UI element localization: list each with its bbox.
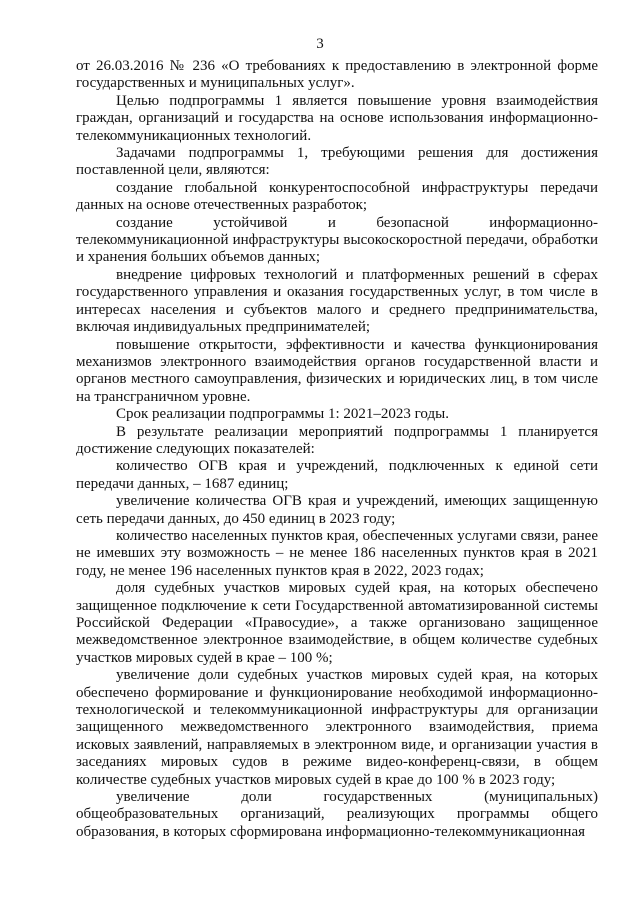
paragraph-task-1: создание глобальной конкурентоспособной инфраструктуры передачи данных на основе отечественных разработок; (76, 179, 598, 214)
document-body (76, 58, 598, 841)
paragraph-continuation: от 26.03.2016 № 236 «О требованиях к предоставлению в электронной форме государственных и муниципальных услуг». (76, 58, 598, 92)
paragraph-goal: Целью подпрограммы 1 является повышение уровня взаимодействия граждан, организаций и государства на основе использования информационно-телекоммуникационных технологий. (76, 92, 598, 144)
paragraph-indicator-5: увеличение доли судебных участков мировых судей края, на которых обеспечено формирование и функционирование необходимой информационно-технологической и телекоммуникационной инфраструктуры для организации защищенного межведомственного электронного взаимодействия, приема исковых заявлений, направляемых в электронном виде, и организации участия в заседаниях мировых судов в режиме видео-конференц-связи, в общем количестве судебных участков мировых судей в крае до 100 % в 2023 году; (76, 667, 598, 788)
page-number: 3 (316, 36, 324, 52)
paragraph-indicator-2: увеличение количества ОГВ края и учреждений, имеющих защищенную сеть передачи данных, до 450 единиц в 2023 году; (76, 493, 598, 527)
paragraph-tasks-intro: Задачами подпрограммы 1, требующими решения для достижения поставленной цели, являются: (76, 145, 598, 179)
paragraph-results-intro: В результате реализации мероприятий подпрограммы 1 планируется достижение следующих показателей: (76, 423, 598, 457)
paragraph-indicator-3: количество населенных пунктов края, обеспеченных услугами связи, ранее не имевших эту возможность – не менее 186 населенных пунктов края в 2021 году, не менее 196 населенных пунктов края в 2022, 2023 годах; (76, 527, 598, 579)
paragraph-task-2: создание устойчивой и безопасной информационно-телекоммуникационной инфраструктуры высокоскоростной передачи, обработки и хранения больших объемов данных; (76, 214, 598, 266)
paragraph-task-4: повышение открытости, эффективности и качества функционирования механизмов электронного взаимодействия органов государственной власти и органов местного самоуправления, физических и юридических лиц, в том числе на трансграничном уровне. (76, 336, 598, 405)
paragraph-term: Срок реализации подпрограммы 1: 2021–2023 годы. (116, 406, 449, 423)
paragraph-indicator-4: доля судебных участков мировых судей края, на которых обеспечено защищенное подключение к сети Государственной автоматизированной системы Российской Федерации «Правосудие», а также организовано защищенное межведомственное электронное взаимодействие, в общем количестве судебных участков мировых судей в крае – 100 %; (76, 580, 598, 666)
paragraph-indicator-6: увеличение доли государственных (муниципальных) общеобразовательных организаций, реализующих программы общего образования, в которых сформирована информационно-телекоммуникационная (76, 789, 598, 840)
paragraph-task-3: внедрение цифровых технологий и платформенных решений в сферах государственного управления и оказания государственных услуг, в том числе в интересах населения и субъектов малого и среднего предпринимательства, включая индивидуальных предпринимателей; (76, 266, 598, 336)
paragraph-indicator-1: количество ОГВ края и учреждений, подключенных к единой сети передачи данных, – 1687 единиц; (76, 458, 598, 492)
